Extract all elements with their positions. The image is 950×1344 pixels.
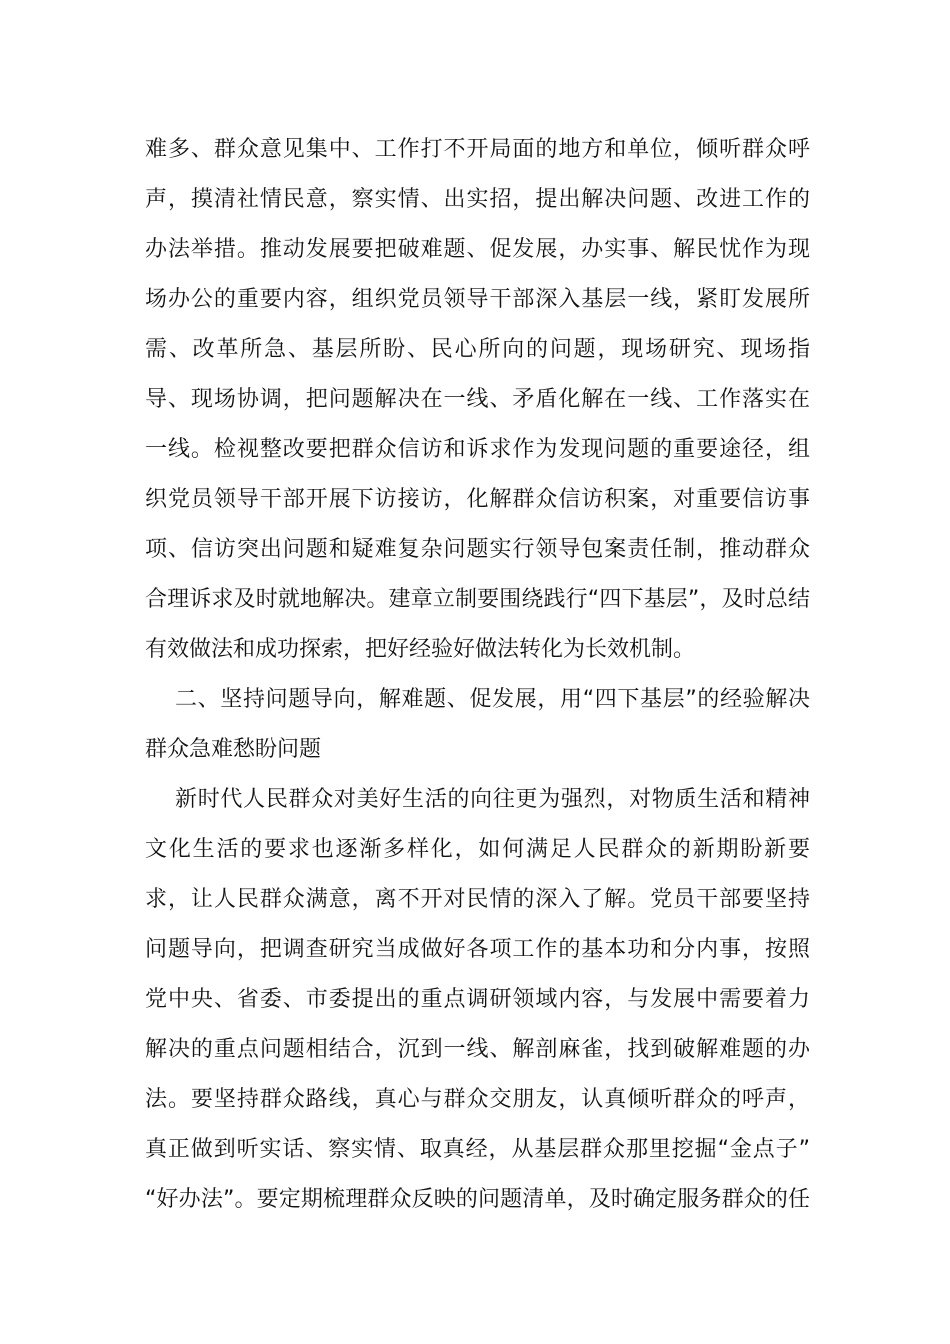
text-line: 合理诉求及时就地解决。建章立制要围绕践行“四下基层”，及时总结: [145, 587, 810, 612]
text-line: 导、现场协调，把问题解决在一线、矛盾化解在一线、工作落实在: [145, 387, 810, 412]
text-line: 文化生活的要求也逐渐多样化，如何满足人民群众的新期盼新要: [145, 837, 810, 862]
text-line: 难多、群众意见集中、工作打不开局面的地方和单位，倾听群众呼: [145, 137, 810, 162]
text-line: 声，摸清社情民意，察实情、出实招，提出解决问题、改进工作的: [145, 187, 810, 212]
body-text: [145, 125, 810, 1225]
text-line: 解决的重点问题相结合，沉到一线、解剖麻雀，找到破解难题的办: [145, 1037, 810, 1062]
section-heading-line: 群众急难愁盼问题: [145, 737, 322, 762]
text-line: 有效做法和成功探索，把好经验好做法转化为长效机制。: [145, 637, 696, 662]
text-line: 法。要坚持群众路线，真心与群众交朋友，认真倾听群众的呼声，: [145, 1087, 810, 1112]
text-line: “好办法”。要定期梳理群众反映的问题清单，及时确定服务群众的任: [145, 1187, 810, 1212]
text-line: 织党员领导干部开展下访接访，化解群众信访积案，对重要信访事: [145, 487, 810, 512]
text-line: 求，让人民群众满意，离不开对民情的深入了解。党员干部要坚持: [145, 887, 810, 912]
text-line: 新时代人民群众对美好生活的向往更为强烈，对物质生活和精神: [175, 787, 810, 812]
text-line: 项、信访突出问题和疑难复杂问题实行领导包案责任制，推动群众: [145, 537, 810, 562]
text-line: 党中央、省委、市委提出的重点调研领域内容，与发展中需要着力: [145, 987, 810, 1012]
text-line: 需、改革所急、基层所盼、民心所向的问题，现场研究、现场指: [145, 337, 810, 362]
section-heading-line: 二、坚持问题导向，解难题、促发展，用“四下基层”的经验解决: [175, 687, 810, 712]
text-line: 问题导向，把调查研究当成做好各项工作的基本功和分内事，按照: [145, 937, 810, 962]
text-line: 真正做到听实话、察实情、取真经，从基层群众那里挖掘“金点子”: [145, 1137, 810, 1162]
text-line: 场办公的重要内容，组织党员领导干部深入基层一线，紧盯发展所: [145, 287, 810, 312]
text-line: 一线。检视整改要把群众信访和诉求作为发现问题的重要途径，组: [145, 437, 810, 462]
text-line: 办法举措。推动发展要把破难题、促发展，办实事、解民忧作为现: [145, 237, 810, 262]
